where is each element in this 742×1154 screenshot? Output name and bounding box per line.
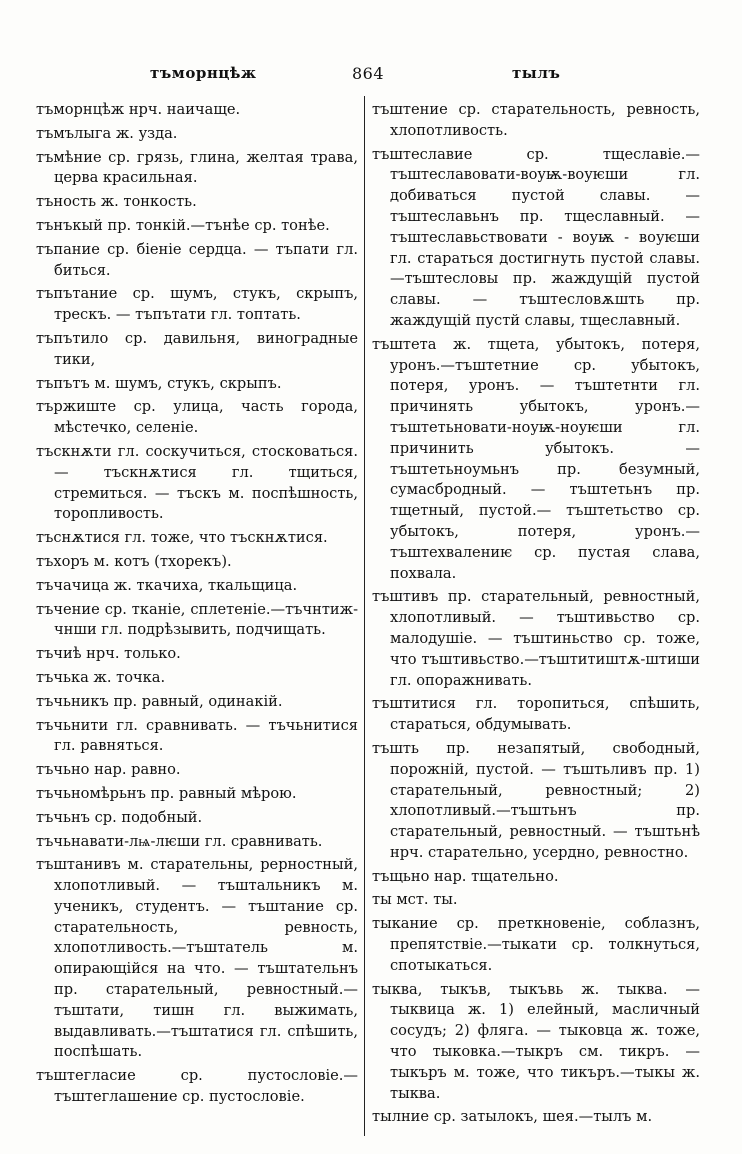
entry: тъшть пр. незапятый, свободный, порожній, пустой. — тъштьливъ пр. 1) старательный, ревностный; 2) хлопотливый.—тъштьнъ пр. старательный, ревностный. — тъштьнѣ нрч. старательно, усердно, ревностно. bbox=[372, 739, 700, 861]
entry: тыкание ср. преткновеніе, соблазнъ, препятствіе.—тыкати ср. толкнуться, спотыкаться. bbox=[372, 915, 700, 974]
entry: тъпътъ м. шумъ, стукъ, скрыпъ. bbox=[36, 374, 282, 392]
entry: тъпание ср. біеніе сердца. — тъпати гл. биться. bbox=[36, 240, 358, 279]
entry: тъчачица ж. ткачиха, ткальщица. bbox=[36, 576, 298, 594]
entry: тыква, тыкъв, тыкъвь ж. тыква. — тыквица ж. 1) елейный, масличный сосудъ; 2) фляга. — тыковца ж. тоже, что тыковка.—тыкръ см. тикръ. —тыкъръ м. тоже, что тикъръ.—тыкы ж. тыква. bbox=[372, 980, 700, 1102]
entry: тъчьнавати-лѩ-лѥши гл. сравнивать. bbox=[36, 832, 323, 850]
entry: тъпътание ср. шумъ, стукъ, скрыпъ, трескъ. — тъпътати гл. топтать. bbox=[36, 285, 358, 324]
entry: тъштивъ пр. старательный, ревностный, хлопотливый. — тъштивьство ср. малодушіе. — тъштиньство ср. тоже, что тъштивьство.—тъштитиштѫ-штиши гл. опоражнивать. bbox=[372, 588, 700, 689]
entry: тъснѫтися гл. тоже, что тъскнѫтися. bbox=[36, 529, 328, 547]
running-head-left: тъморнцѣж bbox=[150, 64, 257, 82]
entry: ты мст. ты. bbox=[372, 891, 458, 909]
entry: тъчьникъ пр. равный, одинакій. bbox=[36, 692, 283, 710]
entry: тъштанивъ м. старательны, рерностный, хлопотливый. — тъштальникъ м. ученикъ, студентъ. — тъштание ср. старательность, ревность, хлопотливость.—тъштатель м. опирающійся на что. — тъштательнъ пр. старательный, ревностный.—тъштати, тишн гл. выжимать, выдавливать.—тъштатися гл. спѣшить, поспѣшать. bbox=[36, 856, 358, 1061]
entry: тъность ж. тонкость. bbox=[36, 193, 197, 211]
entry: тъштитися гл. торопиться, спѣшить, стараться, обдумывать. bbox=[372, 695, 700, 734]
entry: тъчьнити гл. сравнивать. — тъчьнитися гл. равняться. bbox=[36, 716, 358, 755]
right-column bbox=[372, 100, 700, 1131]
entry: тънъкый пр. тонкій.—тънѣе ср. тонѣе. bbox=[36, 216, 330, 234]
entry: тъчьно нар. равно. bbox=[36, 761, 181, 779]
entry: тъхоръ м. котъ (тхорекъ). bbox=[36, 552, 232, 570]
entry: тъчиѣ нрч. только. bbox=[36, 645, 181, 663]
column-divider bbox=[364, 96, 365, 1136]
entry: тъчька ж. точка. bbox=[36, 668, 166, 686]
entry: тъмълыга ж. узда. bbox=[36, 124, 178, 142]
entry: тылние ср. затылокъ, шея.—тылъ м. bbox=[372, 1108, 653, 1126]
entry: тъштегласие ср. пустословіе.—тъштеглашение ср. пустословіе. bbox=[36, 1067, 358, 1106]
page-number: 864 bbox=[352, 64, 385, 83]
entry: тъмѣние ср. грязь, глина, желтая трава, церва красильная. bbox=[36, 148, 358, 187]
entry: тъпътило ср. давильня, виноградные тики, bbox=[36, 329, 358, 368]
entry: тъщьно нар. тщательно. bbox=[372, 867, 559, 885]
entry: тъчьномѣрьнъ пр. равный мѣрою. bbox=[36, 784, 297, 802]
left-column bbox=[36, 100, 358, 1111]
entry: тържиште ср. улица, часть города, мѣстечко, селеніе. bbox=[36, 398, 358, 437]
entry: тъчьнъ ср. подобный. bbox=[36, 808, 203, 826]
entry: тъштение ср. старательность, ревность, хлопотливость. bbox=[372, 101, 700, 139]
entry: тъморнцѣж нрч. наичаще. bbox=[36, 101, 241, 118]
entry: тъштеславие ср. тщеславіе.—тъштеславовати-воуѭ-воуѥши гл. добиваться пустой славы. — тъштеславьнъ пр. тщеславный. — тъштеславьствовати - воуѭ - воуѥши гл. стараться достигнуть пустой славы. —тъштесловы пр. жаждущій пустой славы. — тъштесловѫшть пр. жаждущій пустй славы, тщеславный. bbox=[372, 145, 700, 329]
entry: тъштета ж. тщета, убытокъ, потеря, уронъ.—тъштетние ср. убытокъ, потеря, уронъ. — тъштетнти гл. причинять убытокъ, уронъ.—тъштетьновати-ноуѭ-ноуѥши гл. причинить убытокъ. — тъштетьноумьнъ пр. безумный, сумасбродный. — тъштетьнъ пр. тщетный, пустой.— тъштетьство ср. убытокъ, потеря, уронъ.—тъштехвалениѥ ср. пустая слава, похвала. bbox=[372, 335, 700, 582]
running-head-right: тылъ bbox=[512, 64, 561, 82]
entry: тъчение ср. тканіе, сплетеніе.—тъчнтиж-чнши гл. подрѣзывить, подчищать. bbox=[36, 600, 358, 639]
entry: тъскнѫти гл. соскучиться, стосковаться. — тъскнѫтися гл. тщиться, стремиться. — тъскъ м. поспѣшность, торопливость. bbox=[36, 442, 358, 523]
